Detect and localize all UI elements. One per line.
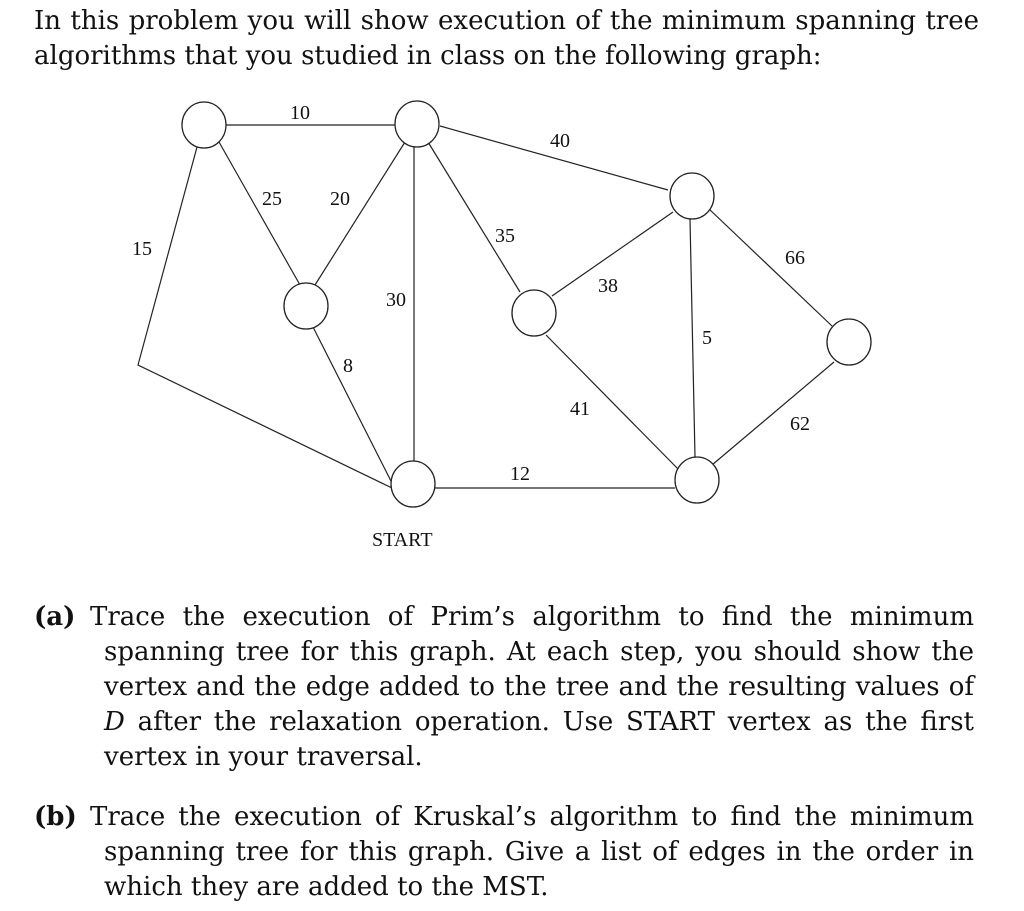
- weight-label: 62: [790, 413, 810, 435]
- weight-label: 25: [262, 188, 282, 210]
- part-b-label: (b): [34, 802, 77, 832]
- edge-8: [313, 327, 394, 487]
- edge-20: [315, 142, 405, 285]
- graph-node: [284, 283, 328, 329]
- graph-node: [182, 102, 226, 148]
- start-label: START: [372, 529, 433, 551]
- edge-5: [690, 219, 695, 457]
- weight-label: 5: [702, 327, 712, 349]
- problem-intro: In this problem you will show execution of the minimum spanning tree algorithms that you studied in class on the following graph:: [34, 6, 979, 71]
- weight-label: 15: [132, 238, 152, 260]
- part-a-label: (a): [34, 602, 76, 632]
- part-b-text: Trace the execution of Kruskal’s algorithm to find the minimum spanning tree for this graph. Give a list of edges in the order in which they are added to the MST.: [90, 802, 974, 902]
- graph-node-start: [391, 461, 435, 507]
- weight-label: 40: [550, 130, 570, 152]
- weight-label: 66: [785, 247, 805, 269]
- edge-35: [428, 142, 520, 292]
- graph-node: [675, 457, 719, 503]
- graph-node: [670, 173, 714, 219]
- weight-label: 8: [343, 355, 353, 377]
- weight-label: 41: [570, 398, 590, 420]
- edge-62: [712, 362, 834, 465]
- weight-label: 35: [495, 225, 515, 247]
- weight-label: 10: [290, 102, 310, 124]
- part-a-text-2: after the relaxation operation. Use START vertex as the first vertex in your traversal.: [104, 707, 974, 772]
- graph-node: [395, 101, 439, 147]
- variable-d: D: [104, 707, 125, 737]
- edge-41: [546, 335, 681, 472]
- edge-66: [708, 208, 832, 326]
- weight-label: 38: [598, 275, 618, 297]
- part-a-text-1: Trace the execution of Prim’s algorithm to find the minimum spanning tree for this graph. At each step, you should show the vertex and the edge added to the tree and the resulting values of: [90, 602, 974, 702]
- weight-label: 30: [386, 289, 406, 311]
- graph-node: [827, 319, 871, 365]
- graph-node: [512, 290, 556, 336]
- part-a: [34, 600, 974, 775]
- part-b: [34, 800, 974, 905]
- weight-label: 12: [510, 463, 530, 485]
- edge-25: [219, 142, 300, 285]
- weight-label: 20: [330, 188, 350, 210]
- part-a-text: [90, 600, 974, 775]
